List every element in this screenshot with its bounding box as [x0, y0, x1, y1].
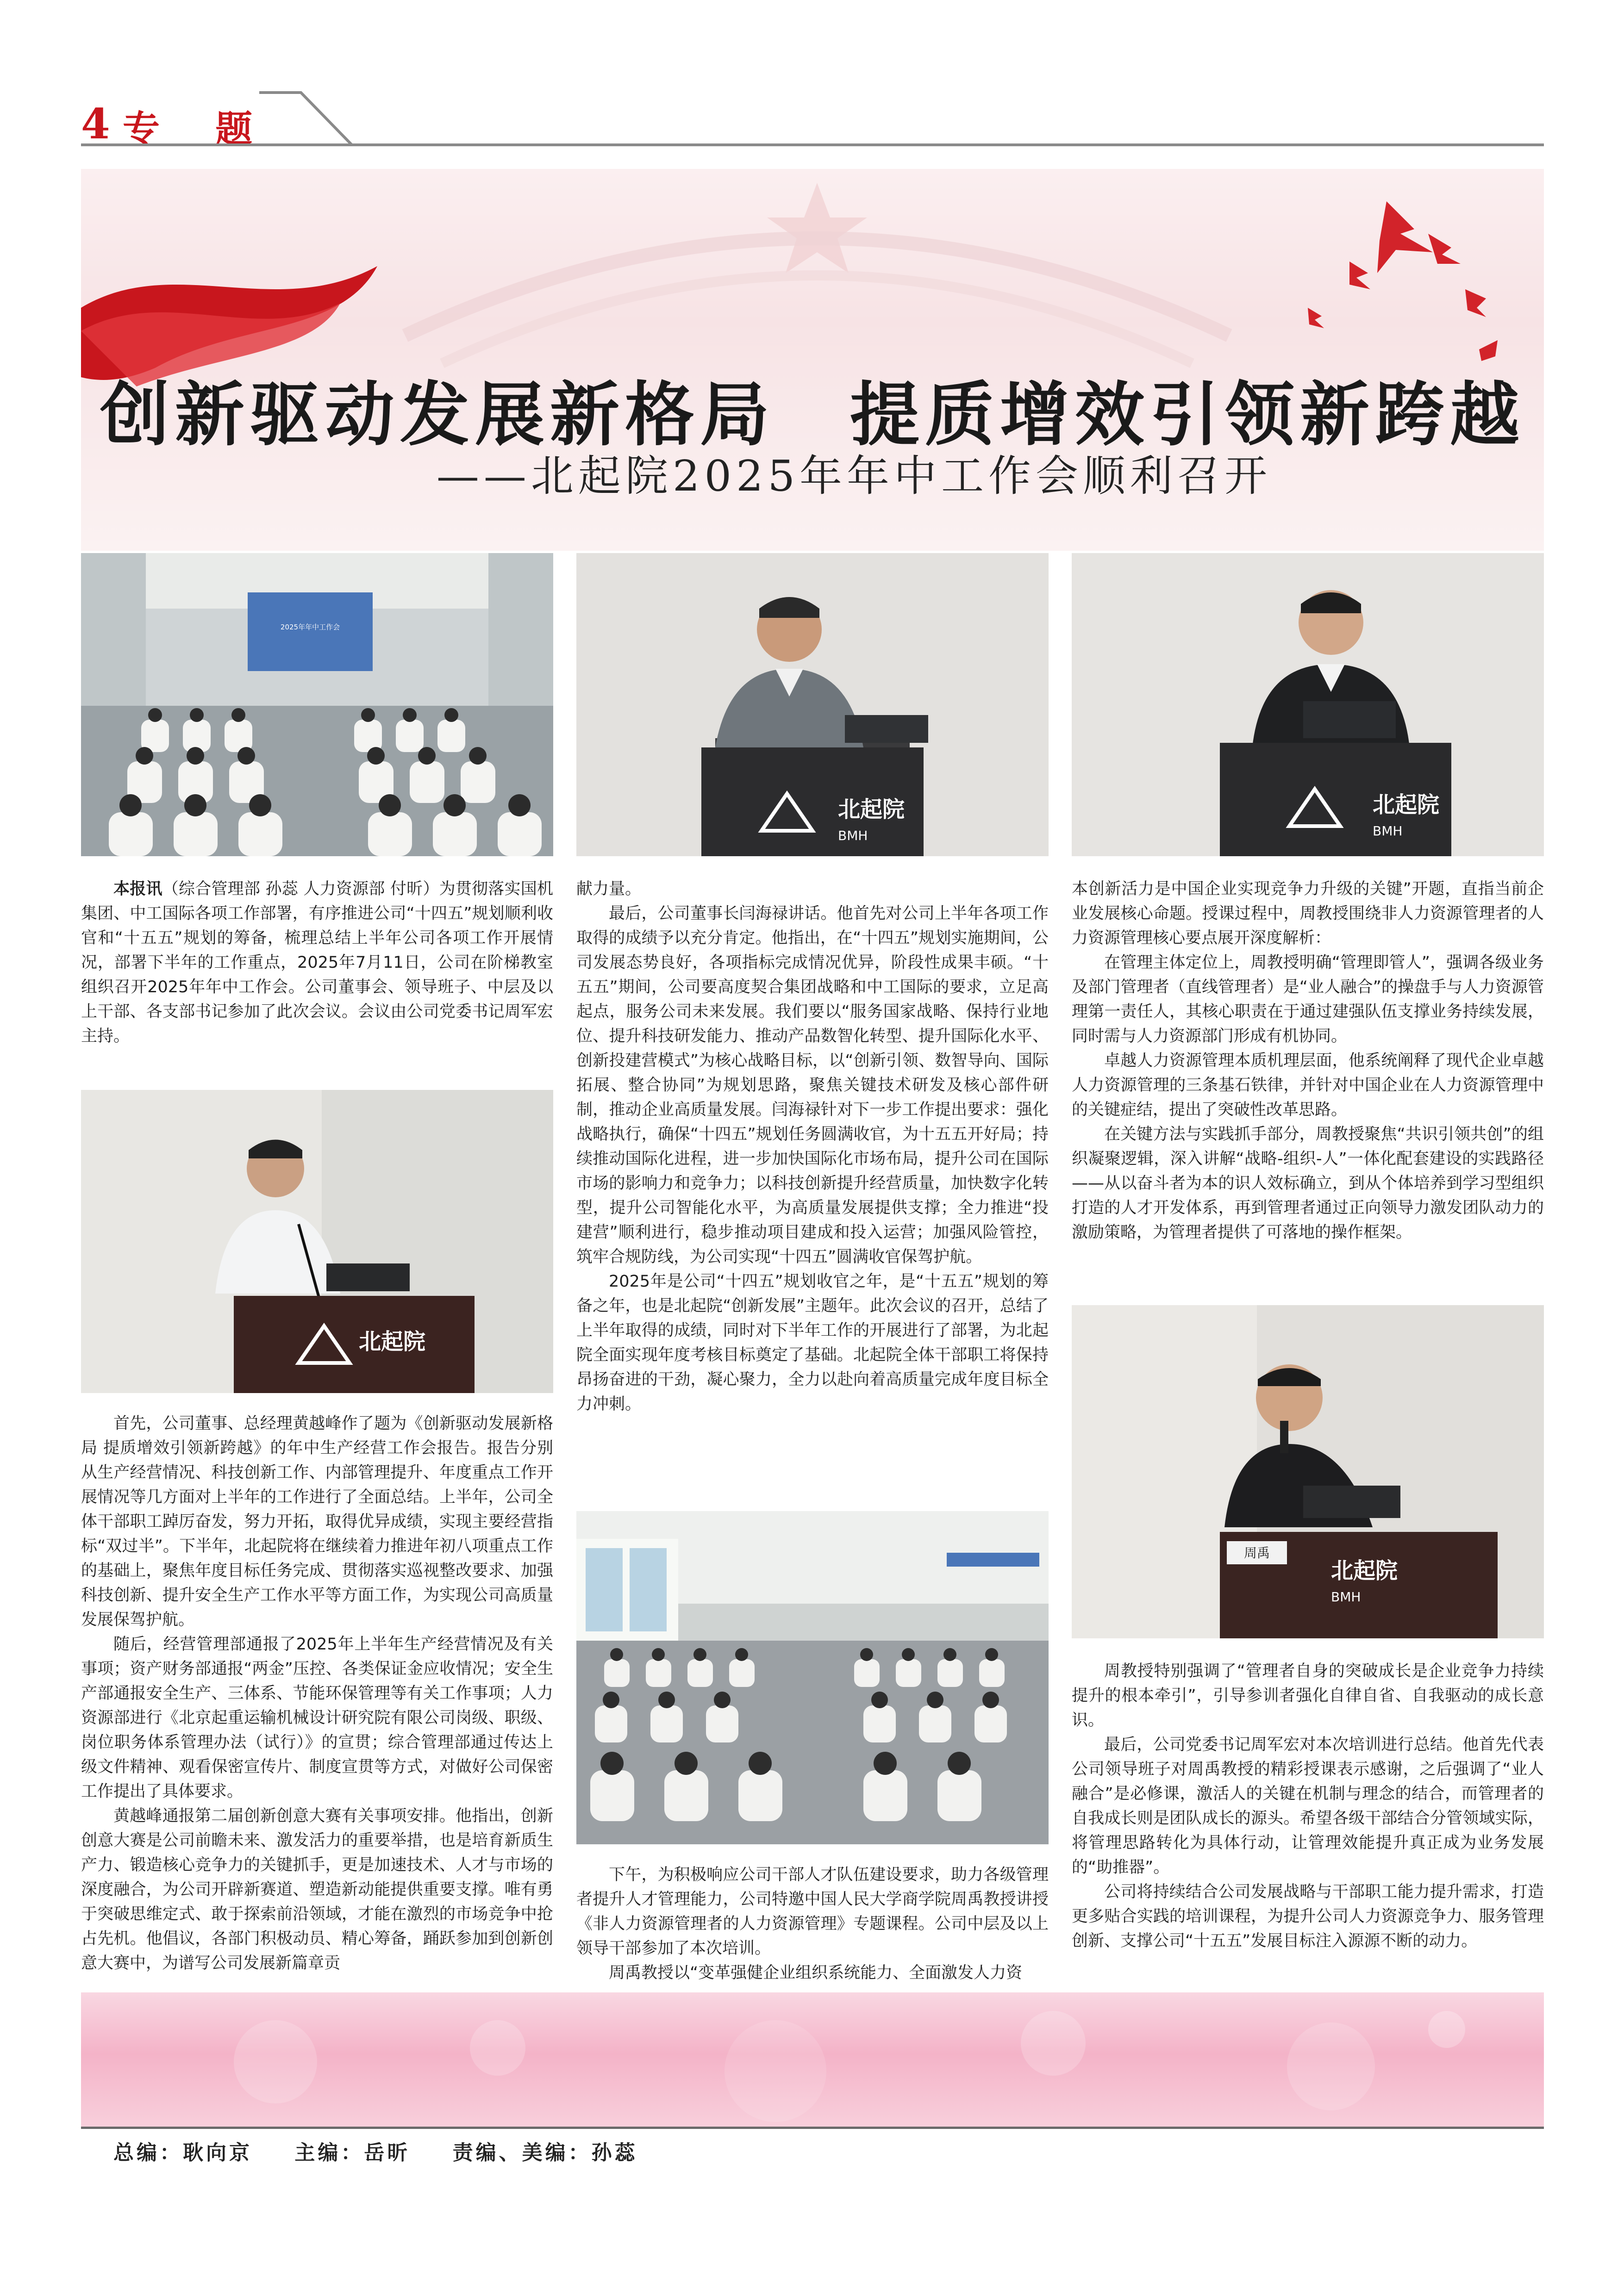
- article-paragraph: 卓越人力资源管理本质机理层面，他系统阐释了现代企业卓越人力资源管理的三条基石铁律，并针对中国企业在人力资源管理中的关键症结，提出了突破性改革思路。: [1072, 1052, 1544, 1119]
- header-rule: [81, 143, 1544, 146]
- article-paragraph: 周禹教授以“变革强健企业组织系统能力、全面激发人力资: [609, 1964, 1023, 1982]
- photo-professor-lecture: [1072, 1305, 1544, 1638]
- credit-duty-editor: 责编、美编：孙蕊: [452, 2141, 638, 2165]
- article-paragraph: 献力量。: [576, 880, 642, 898]
- article-paragraph: 首先，公司董事、总经理黄越峰作了题为《创新驱动发展新格局 提质增效引领新跨越》的年中生产经营工作会报告。报告分别从生产经营情况、科技创新工作、内部管理提升、年度重点工作开展情况等几方面对上半年的工作进行了全面总结。上半年，公司全体干部职工踔厉奋发，努力开拓，取得优异成绩，实现主要经营指标“双过半”。下半年，北起院将在继续着力推进年初八项重点工作的基础上，聚焦年度目标任务完成、贯彻落实巡视整改要求、加强科技创新、提升安全生产工作水平等方面工作，为实现公司高质量发展保驾护航。: [81, 1414, 553, 1629]
- article-paragraph: 最后，公司党委书记周军宏对本次培训进行总结。他首先代表公司领导班子对周禹教授的精彩授课表示感谢，之后强调了“业人融合”是必修课，激活人的关键在机制与理念的结合，而管理者的自我成长则是团队成长的源头。希望各级干部结合分管领域实际，将管理思路转化为具体行动，让管理效能提升真正成为业务发展的“助推器”。: [1072, 1736, 1544, 1877]
- podium-logo-en: BMH: [1373, 823, 1403, 839]
- credit-chief-editor: 主编：岳昕: [294, 2141, 411, 2165]
- credit-editor-in-chief: 总编：耿向京: [113, 2141, 252, 2165]
- podium-logo: 北起院: [838, 796, 905, 822]
- article-col2-top: [576, 877, 1049, 1417]
- article-col1-bottom: [81, 1412, 553, 1976]
- article-paragraph: 在管理主体定位上，周教授明确“管理即管人”，强调各级业务及部门管理者（直线管理者）是“业人融合”的操盘手与人力资源管理第一责任人，其核心职责在于通过建强队伍支撑业务持续发展，同时需与人力资源部门形成有机协同。: [1072, 953, 1544, 1045]
- footer-bokeh-decoration: [81, 1992, 1544, 2129]
- article-paragraph: 最后，公司董事长闫海禄讲话。他首先对公司上半年各项工作取得的成绩予以充分肯定。他指出，在“十四五”规划实施期间，公司发展态势良好，各项指标完成情况优异，阶段性成果丰硕。“十五五”期间，公司要高度契合集团战略和中工国际的要求，立足高起点，服务公司未来发展。我们要以“服务国家战略、保持行业地位、提升科技研发能力、推动产品数智化转型、提升国际化水平、创新投建营模式”为核心战略目标，以“创新引领、数智导向、国际拓展、整合协同”为规划思路，聚焦关键技术研发及核心部件研制，推动企业高质量发展。闫海禄针对下一步工作提出要求：强化战略执行，确保“十四五”规划任务圆满收官，为十五五开好局；持续推动国际化进程，进一步加快国际化市场布局，提升公司在国际市场的影响力和竞争力；以科技创新提升经营质量，加快数字化转型，提升公司智能化水平，为高质量发展提供支撑；全力推进“投建营”顺利进行，稳步推动项目建成和投入运营；加强风险管控，筑牢合规防线，为公司实现“十四五”圆满收官保驾护航。: [576, 904, 1049, 1266]
- article-col1-top: [81, 877, 553, 1049]
- podium-logo-en: BMH: [1331, 1589, 1361, 1605]
- section-title: 专题: [123, 107, 308, 151]
- photo-training-audience: [576, 1511, 1049, 1844]
- sub-headline: ——北起院2025年年中工作会顺利召开: [436, 451, 1272, 501]
- podium-logo: 北起院: [1373, 792, 1440, 818]
- editorial-credits: [113, 2136, 670, 2165]
- header-rule-decoration: [259, 90, 1546, 148]
- podium-logo: 北起院: [1331, 1558, 1398, 1584]
- name-card: 周禹: [1243, 1545, 1270, 1561]
- main-headline: 创新驱动发展新格局 提质增效引领新跨越: [100, 375, 1525, 455]
- article-col3-bottom: [1072, 1659, 1544, 1954]
- article-paragraph: （综合管理部 孙蕊 人力资源部 付昕）为贯彻落实国机集团、中工国际各项工作部署，有序推进公司“十四五”规划顺利收官和“十五五”规划的筹备，梳理总结上半年公司各项工作开展情况，部署下半年的工作重点，2025年7月11日，公司在阶梯教室组织召开2025年年中工作会。公司董事会、领导班子、中层及以上干部、各支部书记参加了此次会议。会议由公司党委书记周军宏主持。: [81, 880, 553, 1045]
- article-dateline: 本报讯: [113, 880, 162, 898]
- banner: [81, 169, 1544, 551]
- footer-decorative-band: [81, 1992, 1544, 2129]
- podium-logo-en: BMH: [838, 828, 868, 843]
- article-paragraph: 随后，经营管理部通报了2025年上半年生产经营情况及有关事项；资产财务部通报“两金”压控、各类保证金应收情况；安全生产部通报安全生产、三体系、节能环保管理等有关工作事项；人力资源部进行《北京起重运输机械设计研究院有限公司岗级、职级、岗位职务体系管理办法（试行）》的宣贯；综合管理部通过传达上级文件精神、观看保密宣传片、制度宣贯等方式，对做好公司保密工作提出了具体要求。: [81, 1635, 553, 1801]
- article-paragraph: 下午，为积极响应公司干部人才队伍建设要求，助力各级管理者提升人才管理能力，公司特邀中国人民大学商学院周禹教授讲授《非人力资源管理者的人力资源管理》专题课程。公司中层及以上领导干部参加了本次培训。: [576, 1866, 1049, 1958]
- photo-party-secretary-host: [81, 1090, 553, 1393]
- photo-general-manager-speech: [1072, 553, 1544, 856]
- footer-rule: [81, 2127, 1544, 2129]
- podium-logo: 北起院: [359, 1329, 426, 1355]
- screen-title: 2025年年中工作会: [280, 623, 340, 631]
- article-paragraph: 2025年是公司“十四五”规划收官之年，是“十五五”规划的筹备之年，也是北起院“创新发展”主题年。此次会议的召开，总结了上半年取得的成绩，同时对下半年工作的开展进行了部署，为北起院全面实现年度考核目标奠定了基础。北起院全体干部职工将保持昂扬奋进的干劲，凝心聚力，全力以赴向着高质量完成年度目标全力冲刺。: [576, 1272, 1049, 1413]
- photo-meeting-room: [81, 553, 553, 856]
- article-paragraph: 周教授特别强调了“管理者自身的突破成长是企业竞争力持续提升的根本牵引”，引导参训者强化自律自省、自我驱动的成长意识。: [1072, 1662, 1544, 1730]
- article-paragraph: 本创新活力是中国企业实现竞争力升级的关键”开题，直指当前企业发展核心命题。授课过程中，周教授围绕非人力资源管理者的人力资源管理核心要点展开深度解析：: [1072, 880, 1544, 947]
- photo-chairman-speech: [576, 553, 1049, 856]
- page-number: 4: [81, 100, 110, 149]
- article-paragraph: 在关键方法与实践抓手部分，周教授聚焦“共识引领共创”的组织凝聚逻辑，深入讲解“战略-组织-人”一体化配套建设的实践路径——从以奋斗者为本的识人效标确立，到从个体培养到学习型组织打造的人才开发体系，再到管理者通过正向领导力激发团队动力的激励策略，为管理者提供了可落地的操作框架。: [1072, 1125, 1544, 1242]
- article-paragraph: 公司将持续结合公司发展战略与干部职工能力提升需求，打造更多贴合实践的培训课程，为提升公司人力资源竞争力、服务管理创新、支撑公司“十五五”发展目标注入源源不断的动力。: [1072, 1883, 1544, 1950]
- article-col2-bottom: [576, 1863, 1049, 1985]
- article-paragraph: 黄越峰通报第二届创新创意大赛有关事项安排。他指出，创新创意大赛是公司前瞻未来、激发活力的重要举措，也是培育新质生产力、锻造核心竞争力的关键抓手，更是加速技术、人才与市场的深度融合，为公司开辟新赛道、塑造新动能提供重要支撑。唯有勇于突破思维定式、敢于探索前沿领域，才能在激烈的市场竞争中抢占先机。他倡议，各部门积极动员、精心筹备，踊跃参加到创新创意大赛中，为谱写公司发展新篇章贡: [81, 1807, 553, 1972]
- article-col3-top: [1072, 877, 1544, 1245]
